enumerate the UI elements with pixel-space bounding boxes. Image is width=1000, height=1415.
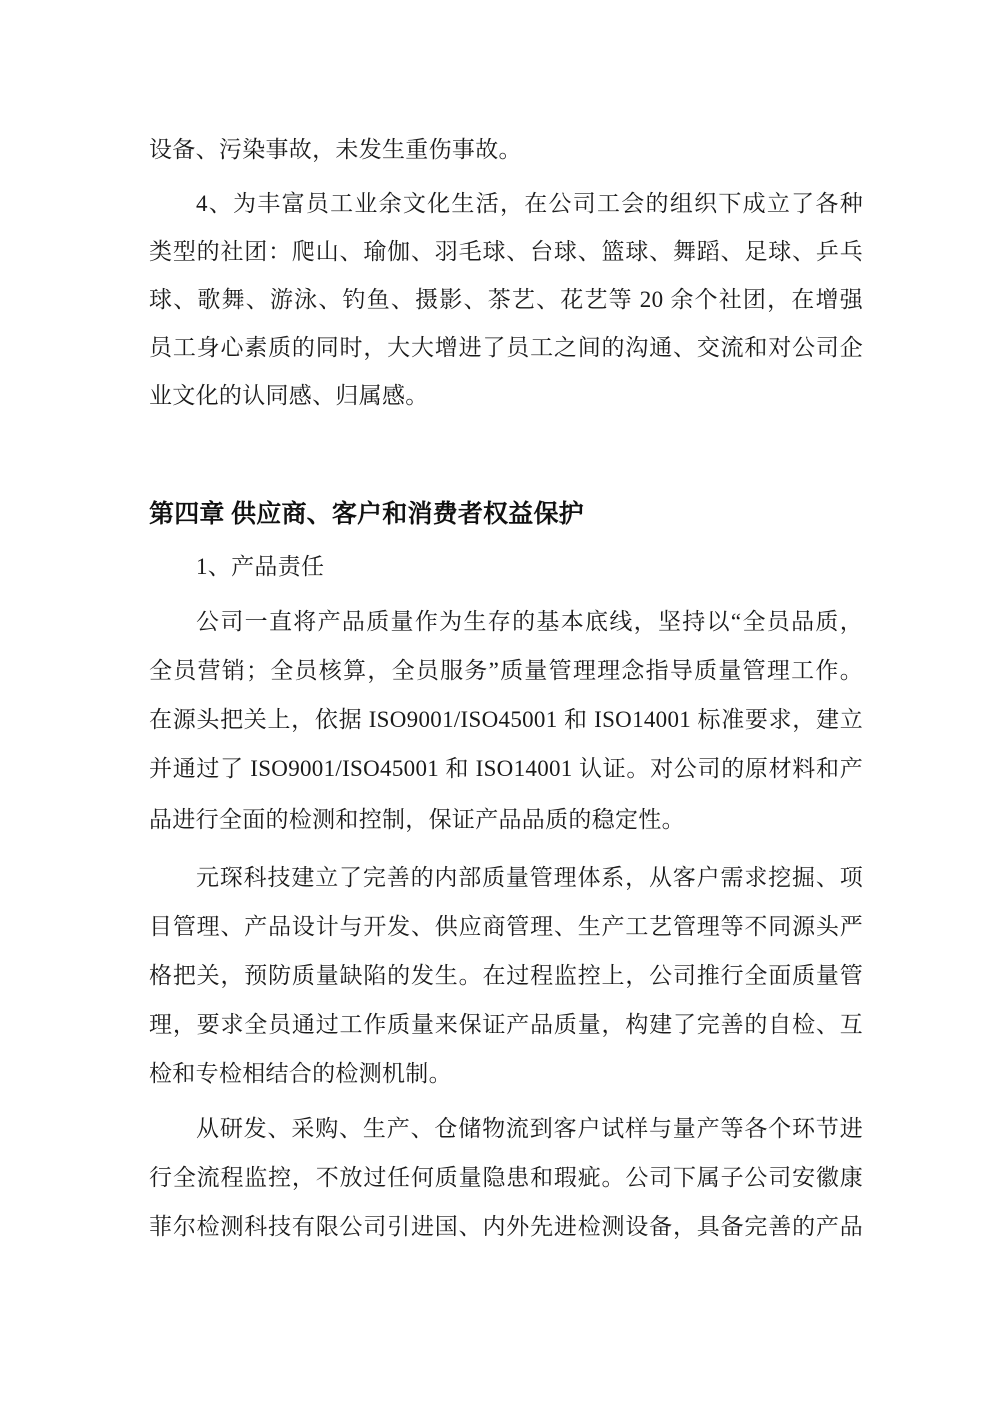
body-line: 从研发、采购、生产、仓储物流到客户试样与量产等各个环节进 xyxy=(196,1116,863,1141)
body-line: 理，要求全员通过工作质量来保证产品质量，构建了完善的自检、互 xyxy=(149,1012,863,1037)
body-line: 全员营销；全员核算，全员服务”质量管理理念指导质量管理工作。 xyxy=(149,658,863,683)
body-line: 行全流程监控，不放过任何质量隐患和瑕疵。公司下属子公司安徽康 xyxy=(149,1165,863,1190)
section-heading: 第四章 供应商、客户和消费者权益保护 xyxy=(149,501,584,528)
subsection-title: 1、产品责任 xyxy=(196,554,325,579)
body-line: 菲尔检测科技有限公司引进国、内外先进检测设备，具备完善的产品 xyxy=(149,1214,863,1239)
body-line: 在源头把关上，依据 ISO9001/ISO45001 和 ISO14001 标准要求，建立 xyxy=(149,707,863,732)
body-line: 球、歌舞、游泳、钓鱼、摄影、茶艺、花艺等 20 余个社团，在增强 xyxy=(149,287,863,312)
body-line: 元琛科技建立了完善的内部质量管理体系，从客户需求挖掘、项 xyxy=(196,865,863,890)
body-line: 目管理、产品设计与开发、供应商管理、生产工艺管理等不同源头严 xyxy=(149,914,863,939)
body-line: 品进行全面的检测和控制，保证产品品质的稳定性。 xyxy=(149,807,685,832)
body-line: 公司一直将产品质量作为生存的基本底线，坚持以“全员品质， xyxy=(196,609,863,634)
body-line: 并通过了 ISO9001/ISO45001 和 ISO14001 认证。对公司的原材料和产 xyxy=(149,756,863,781)
body-line: 格把关，预防质量缺陷的发生。在过程监控上，公司推行全面质量管 xyxy=(149,963,863,988)
body-line: 业文化的认同感、归属感。 xyxy=(149,383,429,408)
body-line: 检和专检相结合的检测机制。 xyxy=(149,1061,452,1086)
body-line: 设备、污染事故，未发生重伤事故。 xyxy=(149,137,522,162)
body-line: 4、为丰富员工业余文化生活，在公司工会的组织下成立了各种 xyxy=(196,191,863,216)
body-line: 员工身心素质的同时，大大增进了员工之间的沟通、交流和对公司企 xyxy=(149,335,863,360)
body-line: 类型的社团：爬山、瑜伽、羽毛球、台球、篮球、舞蹈、足球、乒乓 xyxy=(149,239,863,264)
